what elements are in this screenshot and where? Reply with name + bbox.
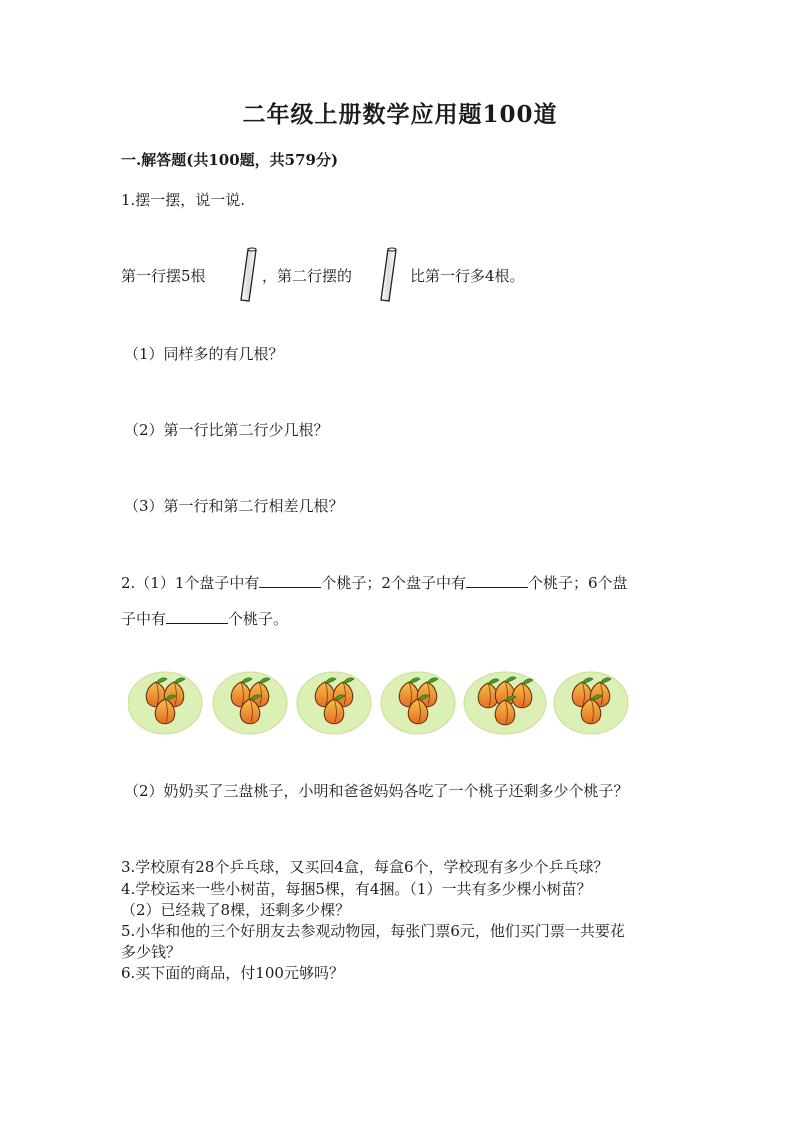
q2-sub2: （2）奶奶买了三盘桃子，小明和爸爸妈妈各吃了一个桃子还剩多少个桃子？ [124,782,629,800]
q1-sub3: （3）第一行和第二行相差几根？ [124,497,344,515]
q2-line2: 子中有 个桃子。 [121,610,289,628]
q1-line-part3: 比第一行多4根。 [410,267,525,285]
stick-icon [238,247,260,303]
q1-line-part2: ，第二行摆的 [262,267,353,285]
peach-plate [554,672,628,734]
answer-blank[interactable] [166,609,228,624]
page-title: 二年级上册数学应用题100道 [242,101,558,128]
q5-line2: 多少钱？ [121,943,182,961]
q1-stem: 1.摆一摆，说一说. [121,191,246,209]
q6: 6.买下面的商品，付100元够吗？ [121,964,344,982]
peach-plate [213,672,287,734]
answer-blank[interactable] [259,573,321,588]
section-heading: 一.解答题(共100题，共579分) [121,151,339,169]
peach-plate [297,672,371,734]
peach-plates-figure [128,668,648,738]
q1-sub2: （2）第一行比第二行少几根？ [124,421,329,439]
answer-blank[interactable] [466,573,528,588]
q2-line1: 2.（1）1个盘子中有 个桃子；2个盘子中有 个桃子；6个盘 [121,574,628,592]
q1-sub1: （1）同样多的有几根？ [124,345,284,363]
q4-line2: （2）已经栽了8棵，还剩多少棵？ [121,901,351,919]
peach-plate [381,672,455,734]
peach-plate [464,672,546,734]
q1-line-part1: 第一行摆5根 [121,267,206,285]
peach-plate [128,672,202,734]
stick-icon [378,247,400,303]
q4-line1: 4.学校运来一些小树苗，每捆5棵，有4捆。（1）一共有多少棵小树苗？ [121,880,592,898]
q3: 3.学校原有28个乒乓球，又买回4盒，每盒6个，学校现有多少个乒乓球？ [121,858,609,876]
q5-line1: 5.小华和他的三个好朋友去参观动物园，每张门票6元，他们买门票一共要花 [121,922,625,940]
